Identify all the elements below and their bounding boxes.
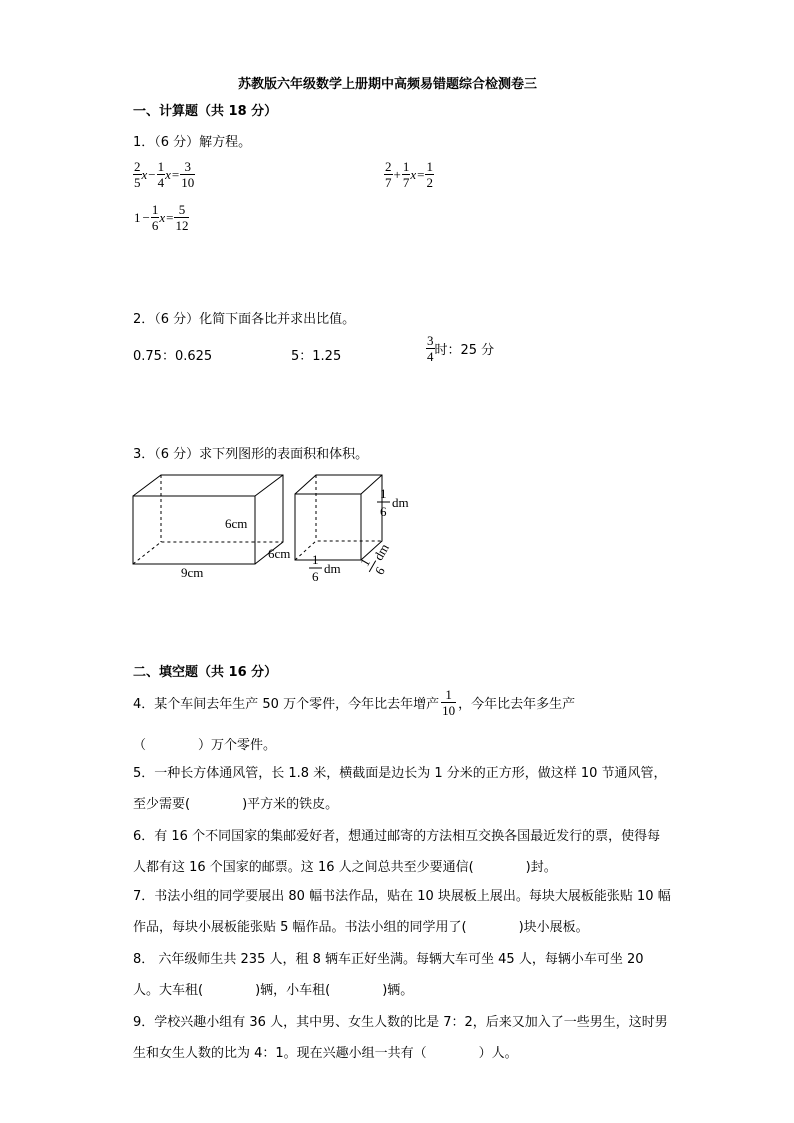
q5-text: 5．一种长方体通风管，长 1.8 米，横截面是边长为 1 分米的正方形，做这样 10 节通风管，至少需要( )平方米的铁皮。	[133, 766, 667, 812]
q2-ratio-1: 0.75：0.625	[133, 349, 213, 364]
q4-line-1: 4．某个车间去年生产 50 万个零件，今年比去年增产 $\frac{1}{10}$ ，今年比去年多生产	[133, 687, 576, 718]
cuboid-height-label: 6cm	[225, 516, 248, 531]
q3-stem: 3．（6 分）求下列图形的表面积和体积。	[133, 447, 369, 462]
fraction: $\frac{3}{4}$	[427, 333, 434, 364]
section-1-heading: 一、计算题（共 18 分）	[133, 104, 278, 119]
q2-ratio-2: 5：1.25	[291, 349, 342, 364]
page-title: 苏教版六年级数学上册期中高频易错题综合检测卷三	[238, 77, 538, 92]
q8-text: 8． 六年级师生共 235 人，租 8 辆车正好坐满。每辆大车可坐 45 人，每辆小车可坐 20 人。大车租( )辆，小车租( )辆。	[133, 952, 644, 998]
svg-text:6: 6	[380, 504, 387, 519]
fraction: $\frac{1}{10}$	[442, 687, 456, 718]
cuboid-figure	[133, 475, 283, 564]
cube-length-label	[309, 552, 341, 584]
q7-text: 7．书法小组的同学要展出 80 幅书法作品，贴在 10 块展板上展出。每块大展板能张贴 10 幅作品，每块小展板能张贴 5 幅作品。书法小组的同学用了( )块小展板。	[133, 889, 671, 935]
svg-text:dm: dm	[370, 540, 392, 563]
q1-equation-c: 1 − $\frac{1}{6}$ x = $\frac{5}{12}$	[134, 202, 189, 233]
svg-text:dm: dm	[324, 561, 341, 576]
q1-stem: 1．（6 分）解方程。	[133, 135, 252, 150]
q3-figures	[120, 470, 420, 590]
cube-height-label	[377, 486, 409, 519]
fraction: $\frac{1}{4}$	[157, 159, 165, 190]
svg-text:6: 6	[312, 569, 319, 584]
fraction: $\frac{1}{2}$	[426, 159, 433, 190]
q4-line-2: （ ）万个零件。	[133, 738, 277, 753]
fraction: $\frac{2}{5}$	[134, 159, 141, 190]
svg-text:1: 1	[380, 486, 387, 501]
q2-stem: 2．（6 分）化简下面各比并求出比值。	[133, 312, 356, 327]
section-2-heading: 二、填空题（共 16 分）	[133, 665, 278, 680]
svg-text:dm: dm	[392, 495, 409, 510]
cube-depth-label	[355, 536, 399, 579]
fraction: $\frac{5}{12}$	[175, 202, 189, 233]
fraction: $\frac{3}{10}$	[181, 159, 195, 190]
cube-figure	[295, 475, 382, 560]
fraction: $\frac{1}{7}$	[402, 159, 410, 190]
q1-equation-a: $\frac{2}{5}$ x − $\frac{1}{4}$ x = $\frac{3}{10}$	[134, 159, 195, 190]
fraction: $\frac{1}{6}$	[151, 202, 159, 233]
cuboid-length-label: 9cm	[181, 565, 204, 580]
q2-ratio-3: $\frac{3}{4}$ 时：25 分	[427, 333, 495, 364]
svg-text:6: 6	[371, 564, 388, 578]
svg-text:1: 1	[356, 555, 374, 569]
cuboid-width-label: 6cm	[268, 546, 291, 561]
svg-text:1: 1	[312, 552, 319, 567]
q9-text: 9．学校兴趣小组有 36 人，其中男、女生人数的比是 7：2，后来又加入了一些男生，这时男生和女生人数的比为 4：1。现在兴趣小组一共有（ ）人。	[133, 1015, 668, 1061]
q1-equation-b: $\frac{2}{7}$ + $\frac{1}{7}$ x = $\frac{1}{2}$	[385, 159, 433, 190]
fraction: $\frac{2}{7}$	[385, 159, 392, 190]
q6-text: 6．有 16 个不同国家的集邮爱好者，想通过邮寄的方法相互交换各国最近发行的票，使得每人都有这 16 个国家的邮票。这 16 人之间总共至少要通信( )封。	[133, 829, 661, 875]
